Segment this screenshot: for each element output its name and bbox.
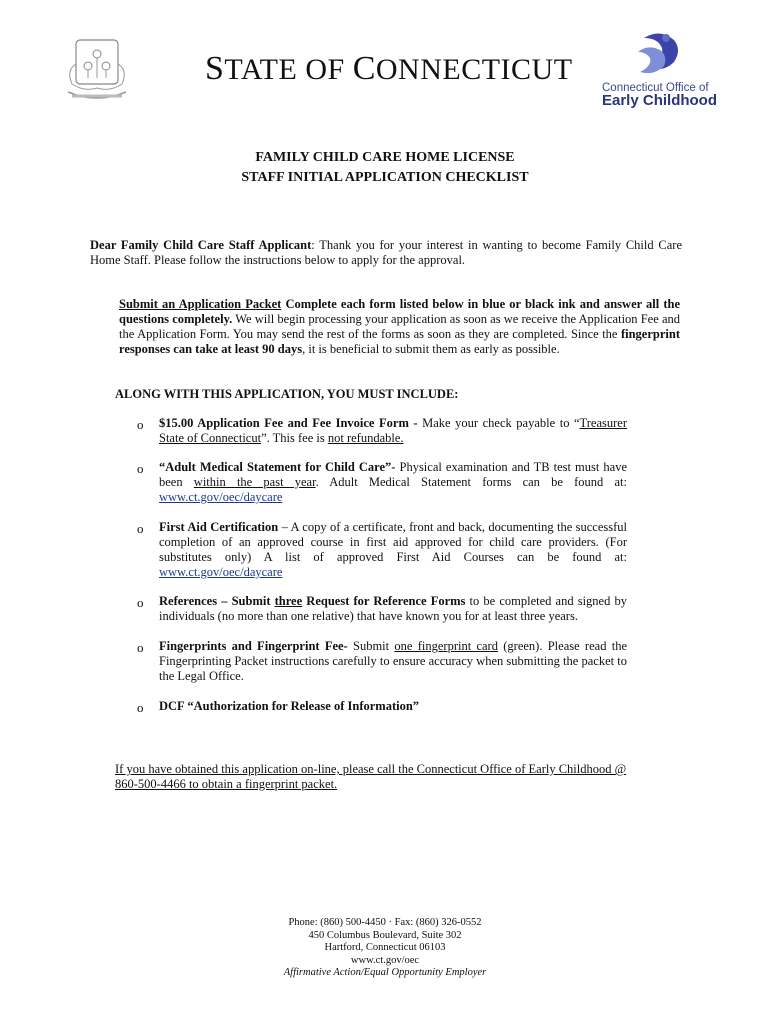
bullet-marker: o — [137, 461, 144, 476]
footer-website: www.ct.gov/oec — [350, 954, 420, 966]
intro-paragraph: Dear Family Child Care Staff Applicant: Thank you for your interest in wanting to become Family Child Care Home Staff. Please follow the instructions below to apply for the approval. — [90, 238, 682, 267]
submit-label: Submit an Application Packet — [119, 297, 282, 311]
bullet-marker: o — [137, 595, 144, 610]
list-item-medical-statement: “Adult Medical Statement for Child Care”- Physical examination and TB test must have been within the past year. Adult Medical Statement forms can be found at: www.ct.gov/oec/daycare — [159, 460, 627, 504]
oec-logo — [602, 30, 722, 108]
list-item-dcf-authorization: DCF “Authorization for Release of Information” — [159, 699, 420, 713]
submit-paragraph: Submit an Application Packet Complete each form listed below in blue or black ink and answer all the questions completely. We will begin processing your application as soon as we receive the Application Fee and the Application Form. You may send the rest of the forms as soon as they are completed. Since the fingerprint responses can take at least 90 days, it is beneficial to submit them as early as possible. — [119, 297, 681, 356]
list-item-first-aid: First Aid Certification – A copy of a certificate, front and back, documenting the successful completion of an approved course in first aid approved for child care providers. (For substitutes only) A list of approved First Aid Courses can be found at: www.ct.gov/oec/daycare — [159, 520, 627, 579]
footer-address1: 450 Columbus Boulevard, Suite 302 — [308, 929, 462, 941]
bullet-marker: o — [137, 521, 144, 536]
bullet-marker: o — [137, 640, 144, 655]
footer-address2: Hartford, Connecticut 06103 — [324, 942, 446, 953]
footer-phone: Phone: (860) 500-4450 · Fax: (860) 326-0552 — [288, 917, 482, 928]
bullet-marker: o — [137, 700, 144, 715]
daycare-link[interactable]: www.ct.gov/oec/daycare — [159, 490, 283, 504]
title-line2: STAFF INITIAL APPLICATION CHECKLIST — [241, 170, 529, 185]
online-application-note: If you have obtained this application on-line, please call the Connecticut Office of Early Childhood @ 860-500-4466 to obtain a fingerprint packet. — [115, 762, 627, 791]
list-item-references: References – Submit three Request for Reference Forms to be completed and signed by individuals (no more than one relative) that have known you for at least three years. — [159, 594, 627, 623]
state-title: STATE OF CONNECTICUT — [205, 50, 573, 87]
oec-logo-mark-icon — [630, 30, 686, 80]
title-line1: FAMILY CHILD CARE HOME LICENSE — [255, 150, 515, 165]
footer — [0, 917, 770, 980]
state-seal-logo — [62, 34, 132, 104]
intro-greeting: Dear Family Child Care Staff Applicant — [90, 238, 312, 252]
oec-logo-line2: Early Childhood — [602, 92, 718, 109]
oec-logo-line1: Connecticut Office of — [602, 82, 709, 94]
requirements-heading: ALONG WITH THIS APPLICATION, YOU MUST INCLUDE: — [115, 387, 459, 401]
footer-employer: Affirmative Action/Equal Opportunity Employer — [283, 967, 487, 978]
list-item-application-fee: $15.00 Application Fee and Fee Invoice Form - Make your check payable to “Treasurer State of Connecticut”. This fee is not refundable. — [159, 416, 627, 445]
bullet-marker: o — [137, 417, 144, 432]
list-item-fingerprints: Fingerprints and Fingerprint Fee- Submit one fingerprint card (green). Please read the Fingerprinting Packet instructions carefully to ensure accuracy when submitting the packet to the Legal Office. — [159, 639, 627, 683]
daycare-link[interactable]: www.ct.gov/oec/daycare — [159, 565, 283, 579]
